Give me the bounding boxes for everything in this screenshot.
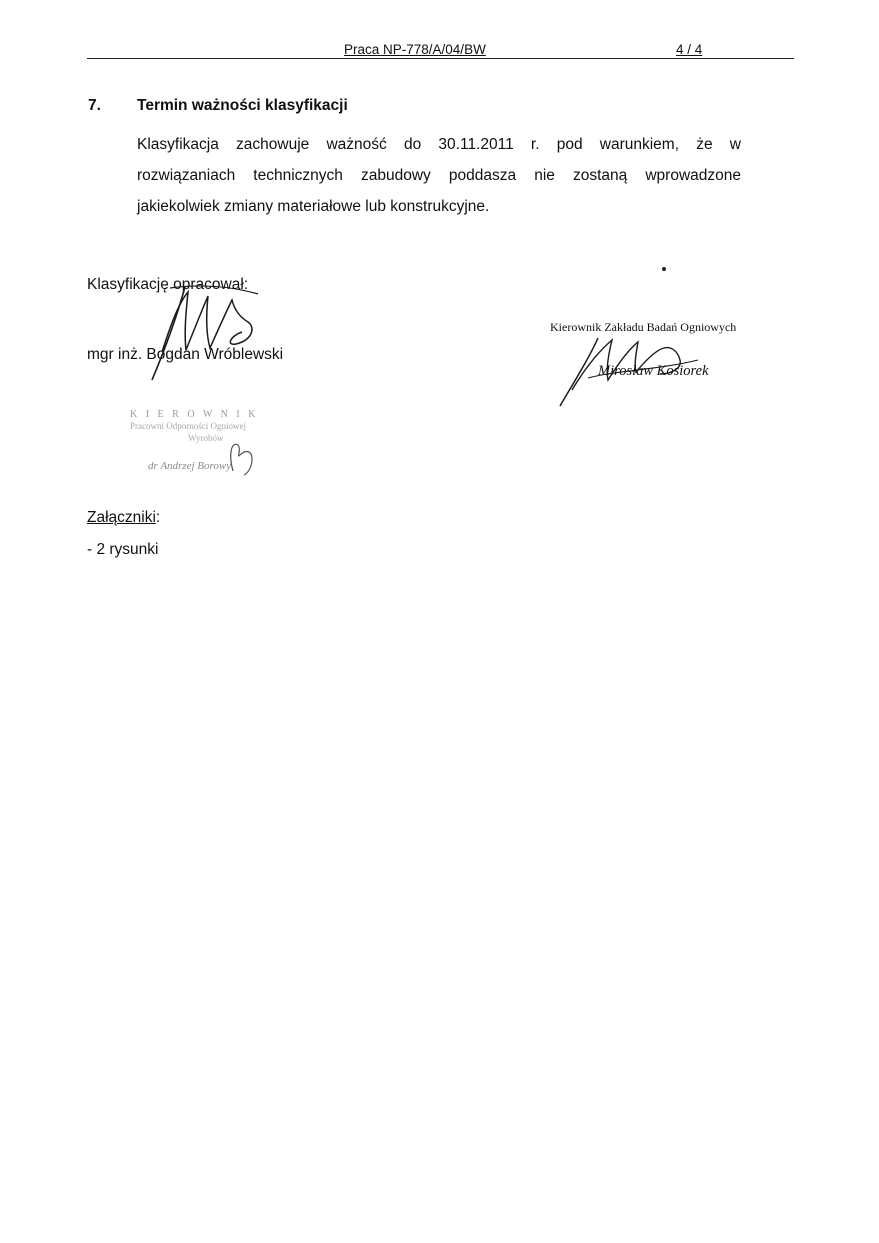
- section-body-line: rozwiązaniach technicznych zabudowy poddasza nie zostaną wprowadzone: [137, 167, 741, 184]
- stamp-graphic: [128, 405, 343, 480]
- prepared-by-label: Klasyfikację opracował:: [87, 276, 249, 293]
- section-number: 7.: [88, 97, 101, 114]
- official-stamp: [128, 405, 343, 480]
- section-body-line: Klasyfikacja zachowuje ważność do 30.11.2011 r. pod warunkiem, że w: [137, 136, 741, 153]
- head-signature: [548, 330, 748, 410]
- ink-dot: [662, 267, 666, 271]
- section-title: Termin ważności klasyfikacji: [137, 97, 348, 114]
- stamp-line-4: dr Andrzej Borowy: [148, 460, 232, 472]
- stamp-signature: [231, 444, 252, 475]
- stamp-line-2: Pracowni Odporności Ogniowej: [130, 421, 246, 431]
- header-work-number: Praca NP-778/A/04/BW: [344, 42, 486, 57]
- header-page-number: 4 / 4: [676, 42, 703, 57]
- stamp-line-3: Wyrobów: [188, 433, 224, 443]
- preparer-signature: [140, 282, 280, 382]
- section-body: [137, 129, 741, 222]
- head-of-lab-name: Mirosław Kosiorek: [598, 363, 709, 379]
- header-divider: [87, 58, 794, 59]
- stamp-line-1: K I E R O W N I K: [130, 409, 259, 420]
- section-body-line: jakiekolwiek zmiany materiałowe lub konstrukcyjne.: [137, 198, 490, 215]
- prepared-by-name: mgr inż. Bogdan Wróblewski: [87, 346, 284, 363]
- head-of-lab-title: Kierownik Zakładu Badań Ogniowych: [550, 320, 737, 334]
- attachment-item: - 2 rysunki: [87, 541, 159, 558]
- attachments-label-text: Załączniki: [87, 509, 156, 526]
- attachments-label-colon: :: [155, 509, 161, 526]
- attachments-label: [87, 509, 160, 527]
